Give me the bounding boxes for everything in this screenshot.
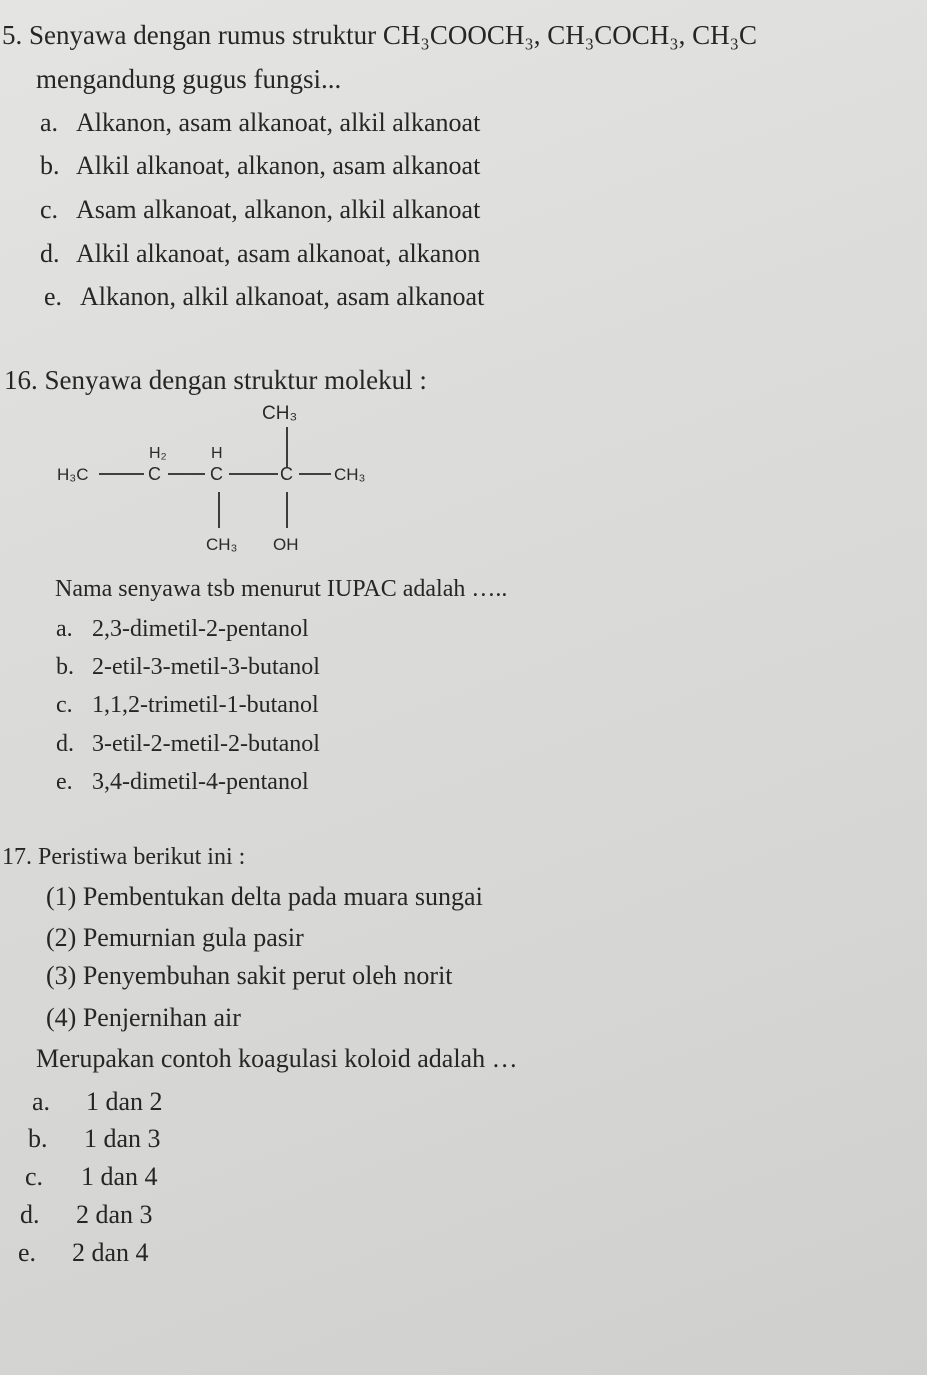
- struct-h: H: [211, 445, 223, 462]
- option-text: Alkanon, asam alkanoat, alkil alkanoat: [76, 108, 481, 137]
- q15-option-e: [44, 284, 484, 310]
- q17-item-3: (3) Penyembuhan sakit perut oleh norit: [46, 961, 453, 990]
- struct-oh: OH: [273, 535, 299, 554]
- struct-c1: C: [148, 464, 161, 484]
- struct-c3: C: [280, 464, 293, 484]
- q15-option-b: [40, 153, 480, 179]
- molecular-structure-diagram: [55, 392, 395, 562]
- option-label: a.: [40, 108, 59, 137]
- q17-option-d: [20, 1202, 153, 1228]
- q15-stem-line2: mengandung gugus fungsi...: [36, 64, 342, 94]
- struct-h3c: H₃C: [57, 465, 89, 484]
- q16-option-a: [56, 617, 309, 641]
- q16-stem: 16. Senyawa dengan struktur molekul :: [4, 365, 427, 395]
- q15-stem-line1: 5. Senyawa dengan rumus struktur CH₃COOCH₃, CH₃COCH₃, CH₃C: [2, 20, 758, 50]
- q17-option-b: [28, 1126, 161, 1152]
- option-label: d.: [56, 731, 74, 757]
- q15-option-a: [40, 110, 480, 136]
- q17-item-1: (1) Pembentukan delta pada muara sungai: [46, 882, 483, 911]
- q16-option-d: [56, 732, 320, 756]
- option-label: a.: [32, 1087, 51, 1116]
- option-text: 1 dan 2: [86, 1087, 163, 1116]
- option-text: 2 dan 3: [76, 1200, 153, 1229]
- struct-ch3-bottom: CH₃: [206, 535, 238, 554]
- option-label: b.: [40, 151, 60, 180]
- q17-option-c: [25, 1164, 158, 1190]
- option-text: Asam alkanoat, alkanon, alkil alkanoat: [76, 195, 481, 224]
- struct-ch3-right: CH₃: [334, 465, 366, 484]
- option-label: e.: [56, 769, 73, 795]
- option-label: e.: [44, 282, 63, 311]
- option-label: c.: [40, 195, 59, 224]
- option-label: c.: [56, 692, 73, 718]
- option-text: 1,1,2-trimetil-1-butanol: [92, 692, 319, 718]
- option-label: d.: [40, 239, 60, 268]
- q16-option-c: [56, 693, 319, 717]
- q17-item-4: (4) Penjernihan air: [46, 1003, 241, 1032]
- option-label: c.: [25, 1162, 44, 1191]
- option-text: 1 dan 3: [84, 1124, 161, 1153]
- option-text: 2-etil-3-metil-3-butanol: [92, 654, 320, 680]
- option-text: 3-etil-2-metil-2-butanol: [92, 731, 320, 757]
- option-label: b.: [28, 1124, 48, 1153]
- option-label: a.: [56, 616, 73, 642]
- option-text: 1 dan 4: [81, 1162, 158, 1191]
- option-text: Alkil alkanoat, alkanon, asam alkanoat: [76, 151, 481, 180]
- q17-item-2: (2) Pemurnian gula pasir: [46, 923, 304, 952]
- q15-option-d: [40, 241, 480, 267]
- q17-option-e: [18, 1240, 149, 1266]
- option-label: e.: [18, 1238, 37, 1267]
- option-text: Alkanon, alkil alkanoat, asam alkanoat: [80, 282, 485, 311]
- q15-option-c: [40, 197, 480, 223]
- q17-question: Merupakan contoh koagulasi koloid adalah …: [36, 1044, 518, 1073]
- option-text: 2 dan 4: [72, 1238, 149, 1267]
- struct-ch3-top: CH₃: [262, 403, 298, 424]
- q16-question: Nama senyawa tsb menurut IUPAC adalah …..: [55, 576, 508, 602]
- q16-option-b: [56, 655, 320, 679]
- option-text: 3,4-dimetil-4-pentanol: [92, 769, 309, 795]
- option-label: d.: [20, 1200, 40, 1229]
- option-label: b.: [56, 654, 74, 680]
- option-text: 2,3-dimetil-2-pentanol: [92, 616, 309, 642]
- option-text: Alkil alkanoat, asam alkanoat, alkanon: [76, 239, 481, 268]
- struct-h2: H₂: [149, 445, 167, 462]
- q17-stem: 17. Peristiwa berikut ini :: [2, 844, 246, 870]
- q16-option-e: [56, 770, 309, 794]
- q17-option-a: [32, 1089, 163, 1115]
- struct-c2: C: [210, 464, 223, 484]
